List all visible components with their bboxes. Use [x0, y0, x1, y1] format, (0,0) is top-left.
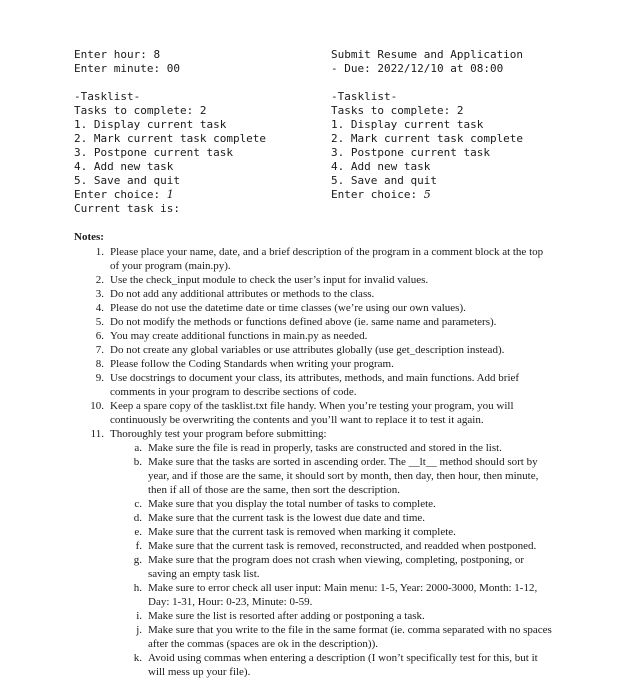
console-line — [331, 118, 523, 132]
checklist-letter: d. — [133, 512, 142, 524]
console-text: Enter hour: 8 — [74, 48, 161, 61]
note-item — [74, 245, 554, 273]
checklist-text: Make sure that the current task is removed, reconstructed, and readded when postponed. — [148, 540, 537, 552]
checklist-item — [110, 511, 554, 525]
console-line — [74, 132, 266, 146]
console-line — [331, 188, 523, 202]
checklist-text: Make sure to error check all user input: Main menu: 1-5, Year: 2000-3000, Month: 1-12, Day: 1-31, Hour: 0-23, Minute: 0-59. — [148, 582, 538, 608]
console-text: Tasks to complete: 2 — [74, 104, 207, 117]
note-text: You may create additional functions in main.py as needed. — [110, 330, 368, 342]
console-text: 3. Postpone current task — [74, 146, 233, 159]
note-text: Use docstrings to document your class, its attributes, methods, and main functions. Add brief comments in your program to describe sections of code. — [110, 372, 520, 398]
note-item — [74, 329, 554, 343]
note-text: Keep a spare copy of the tasklist.txt file handy. When you’re testing your program, you will continuously be overwriting the contents and you’ll want to replace it to test it again. — [110, 400, 514, 426]
note-text: Do not create any global variables or use attributes globally (use get_description instead). — [110, 344, 505, 356]
note-item — [74, 343, 554, 357]
note-text: Please place your name, date, and a brief description of the program in a comment block at the top of your program (main.py). — [110, 246, 544, 272]
checklist-letter: i. — [136, 610, 142, 622]
checklist-text: Make sure the list is resorted after adding or postponing a task. — [148, 610, 425, 622]
note-text: Please do not use the datetime date or time classes (we’re using our own values). — [110, 302, 466, 314]
console-output-right — [331, 48, 523, 202]
checklist-text: Make sure the file is read in properly, tasks are constructed and stored in the list. — [148, 442, 502, 454]
checklist-text: Make sure that you display the total number of tasks to complete. — [148, 498, 436, 510]
note-number: 2. — [95, 274, 104, 286]
note-item — [74, 371, 554, 399]
note-item — [74, 357, 554, 371]
checklist-text: Make sure that you write to the file in the same format (ie. comma separated with no spaces after the commas (spaces are ok in the description)). — [148, 624, 552, 650]
note-number: 10. — [90, 400, 104, 412]
checklist-letter: c. — [134, 498, 142, 510]
console-text: 2. Mark current task complete — [331, 132, 524, 145]
console-line — [331, 48, 523, 62]
console-output-left — [74, 48, 266, 216]
note-item — [74, 301, 554, 315]
note-item — [74, 399, 554, 427]
console-text: Enter minute: 00 — [74, 62, 180, 75]
checklist-text: Make sure that the current task is removed when marking it complete. — [148, 526, 456, 538]
note-number: 6. — [95, 330, 104, 342]
console-line — [331, 160, 523, 174]
checklist-item — [110, 651, 554, 679]
console-line — [74, 118, 266, 132]
checklist-letter: e. — [134, 526, 142, 538]
note-number: 4. — [95, 302, 104, 314]
console-text: 2. Mark current task complete — [74, 132, 267, 145]
console-text: Enter choice: — [331, 188, 424, 201]
checklist-item — [110, 497, 554, 511]
checklist-item — [110, 581, 554, 609]
note-number: 1. — [95, 246, 104, 258]
console-line — [74, 174, 266, 188]
note-item — [74, 273, 554, 287]
checklist-item — [110, 441, 554, 455]
console-line — [74, 188, 266, 202]
checklist-item — [110, 623, 554, 651]
note-number: 7. — [95, 344, 104, 356]
console-line — [74, 48, 266, 62]
console-user-input: 5 — [423, 188, 431, 201]
checklist-item — [110, 455, 554, 497]
console-text: - Due: 2022/12/10 at 08:00 — [331, 62, 504, 75]
checklist-letter: b. — [133, 456, 142, 468]
console-text: -Tasklist- — [74, 90, 141, 103]
notes-list — [74, 245, 554, 679]
checklist-item — [110, 539, 554, 553]
note-number: 9. — [95, 372, 104, 384]
console-text: Current task is: — [74, 202, 180, 215]
notes-section — [74, 230, 554, 679]
checklist-text: Avoid using commas when entering a description (I won’t specifically test for this, but it will mess up your file). — [148, 652, 538, 678]
console-text: 4. Add new task — [74, 160, 174, 173]
note-number: 8. — [95, 358, 104, 370]
console-line — [331, 104, 523, 118]
checklist-text: Make sure that the program does not crash when viewing, completing, postponing, or saving an empty task list. — [148, 554, 525, 580]
checklist-letter: a. — [134, 442, 142, 454]
console-text: Tasks to complete: 2 — [331, 104, 464, 117]
console-line — [74, 104, 266, 118]
checklist-item — [110, 609, 554, 623]
checklist-letter: h. — [133, 582, 142, 594]
note-text: Use the check_input module to check the user’s input for invalid values. — [110, 274, 429, 286]
checklist-item — [110, 553, 554, 581]
note-text: Thoroughly test your program before submitting: — [110, 428, 327, 440]
note-number: 5. — [95, 316, 104, 328]
note-number: 3. — [95, 288, 104, 300]
console-line — [331, 132, 523, 146]
checklist-text: Make sure that the tasks are sorted in ascending order. The __lt__ method should sort by year, and if those are the same, it should sort by month, then day, then hour, then minute, then if all of those are the same, then sort the description. — [148, 456, 539, 496]
checklist-letter: g. — [133, 554, 142, 566]
console-text: -Tasklist- — [331, 90, 398, 103]
note-text: Please follow the Coding Standards when writing your program. — [110, 358, 394, 370]
console-text: 1. Display current task — [331, 118, 484, 131]
console-text: Submit Resume and Application — [331, 48, 524, 61]
console-line — [74, 146, 266, 160]
console-line — [74, 90, 266, 104]
notes-title: Notes: — [74, 231, 104, 243]
note-item — [74, 287, 554, 301]
testing-checklist — [110, 441, 554, 679]
checklist-letter: k. — [133, 652, 142, 664]
checklist-letter: f. — [135, 540, 142, 552]
checklist-text: Make sure that the current task is the lowest due date and time. — [148, 512, 426, 524]
note-item — [74, 315, 554, 329]
console-text: 5. Save and quit — [74, 174, 180, 187]
checklist-letter: j. — [136, 624, 142, 636]
note-number: 11. — [90, 428, 104, 440]
console-text: Enter choice: — [74, 188, 167, 201]
console-line — [74, 76, 266, 90]
note-text: Do not add any additional attributes or methods to the class. — [110, 288, 375, 300]
note-item — [74, 427, 554, 679]
console-line — [331, 90, 523, 104]
console-text: 1. Display current task — [74, 118, 227, 131]
console-line — [74, 202, 266, 216]
console-text: 5. Save and quit — [331, 174, 437, 187]
console-line — [331, 174, 523, 188]
console-line — [74, 62, 266, 76]
checklist-item — [110, 525, 554, 539]
console-text: 3. Postpone current task — [331, 146, 490, 159]
console-user-input: 1 — [166, 188, 174, 201]
note-text: Do not modify the methods or functions defined above (ie. same name and parameters). — [110, 316, 497, 328]
console-line — [331, 62, 523, 76]
console-line — [331, 76, 523, 90]
console-text: 4. Add new task — [331, 160, 431, 173]
console-line — [331, 146, 523, 160]
console-line — [74, 160, 266, 174]
